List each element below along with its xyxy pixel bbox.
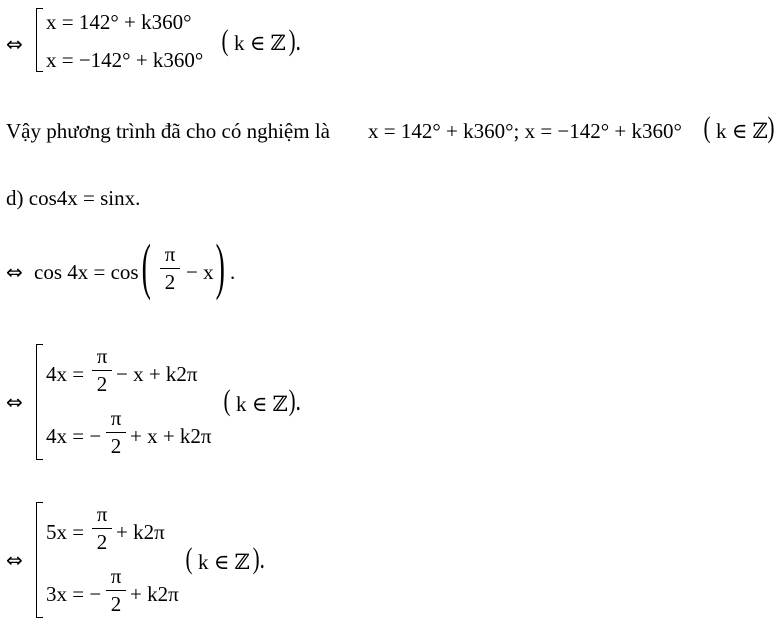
pi-over-2-fraction	[106, 408, 126, 457]
system-bracket	[36, 502, 43, 618]
fraction-bar	[106, 590, 126, 591]
system-bracket	[36, 344, 43, 460]
step-1-rest: − x	[186, 260, 214, 284]
integer-condition: k ∈ ℤ	[236, 392, 288, 416]
pi-over-2-fraction	[160, 244, 180, 293]
fraction-numerator: π	[110, 406, 122, 430]
equivalence-arrow-icon: ⇔	[6, 548, 23, 572]
step-1-end: .	[230, 260, 236, 284]
step-2-line-2-rest: + x + k2π	[130, 424, 212, 448]
fraction-numerator: π	[96, 344, 108, 368]
conclusion-condition: k ∈ ℤ	[716, 119, 768, 143]
fraction-numerator: π	[96, 502, 108, 526]
equivalence-arrow-icon: ⇔	[6, 390, 23, 414]
step-3-line-2-rest: + k2π	[130, 582, 179, 606]
condition-open-paren: (	[185, 542, 193, 575]
condition-open-paren: (	[221, 24, 229, 57]
fraction-bar	[160, 268, 180, 269]
condition-close-paren: ).	[288, 384, 301, 417]
step-1-close-paren: )	[215, 233, 225, 301]
conclusion-text: Vậy phương trình đã cho có nghiệm là	[6, 119, 330, 143]
step-1-open-paren: (	[141, 233, 151, 301]
pi-over-2-fraction	[92, 346, 112, 395]
conclusion-formula: x = 142° + k360°; x = −142° + k360°	[368, 119, 682, 143]
step-1-lhs: cos 4x = cos	[34, 260, 139, 284]
fraction-denominator: 2	[110, 592, 122, 616]
part-d-heading: d) cos4x = sinx.	[6, 186, 141, 210]
fraction-denominator: 2	[110, 434, 122, 458]
fraction-denominator: 2	[164, 270, 176, 294]
pi-over-2-fraction	[92, 504, 112, 553]
fraction-bar	[92, 370, 112, 371]
solution-line-1: x = 142° + k360°	[46, 10, 192, 34]
integer-condition: k ∈ ℤ	[234, 31, 286, 55]
step-3-line-1-rest: + k2π	[116, 520, 165, 544]
condition-open-paren: (	[223, 384, 231, 417]
condition-close-paren: ).	[288, 24, 301, 57]
fraction-numerator: π	[110, 564, 122, 588]
solution-line-2: x = −142° + k360°	[46, 48, 204, 72]
step-2-line-1-rest: − x + k2π	[116, 362, 198, 386]
integer-condition: k ∈ ℤ	[198, 550, 250, 574]
system-bracket	[36, 8, 43, 72]
fraction-numerator: π	[164, 242, 176, 266]
fraction-denominator: 2	[96, 372, 108, 396]
pi-over-2-fraction	[106, 566, 126, 615]
fraction-denominator: 2	[96, 530, 108, 554]
conclusion-close-paren: )	[767, 111, 775, 144]
step-2-line-2-lhs: 4x = −	[46, 424, 102, 448]
equivalence-arrow-icon: ⇔	[6, 260, 23, 284]
step-2-line-1-lhs: 4x =	[46, 362, 85, 386]
conclusion-open-paren: (	[703, 111, 711, 144]
condition-close-paren: ).	[252, 542, 265, 575]
fraction-bar	[106, 432, 126, 433]
step-3-line-2-lhs: 3x = −	[46, 582, 102, 606]
fraction-bar	[92, 528, 112, 529]
step-3-line-1-lhs: 5x =	[46, 520, 85, 544]
equivalence-arrow-icon: ⇔	[6, 32, 23, 56]
